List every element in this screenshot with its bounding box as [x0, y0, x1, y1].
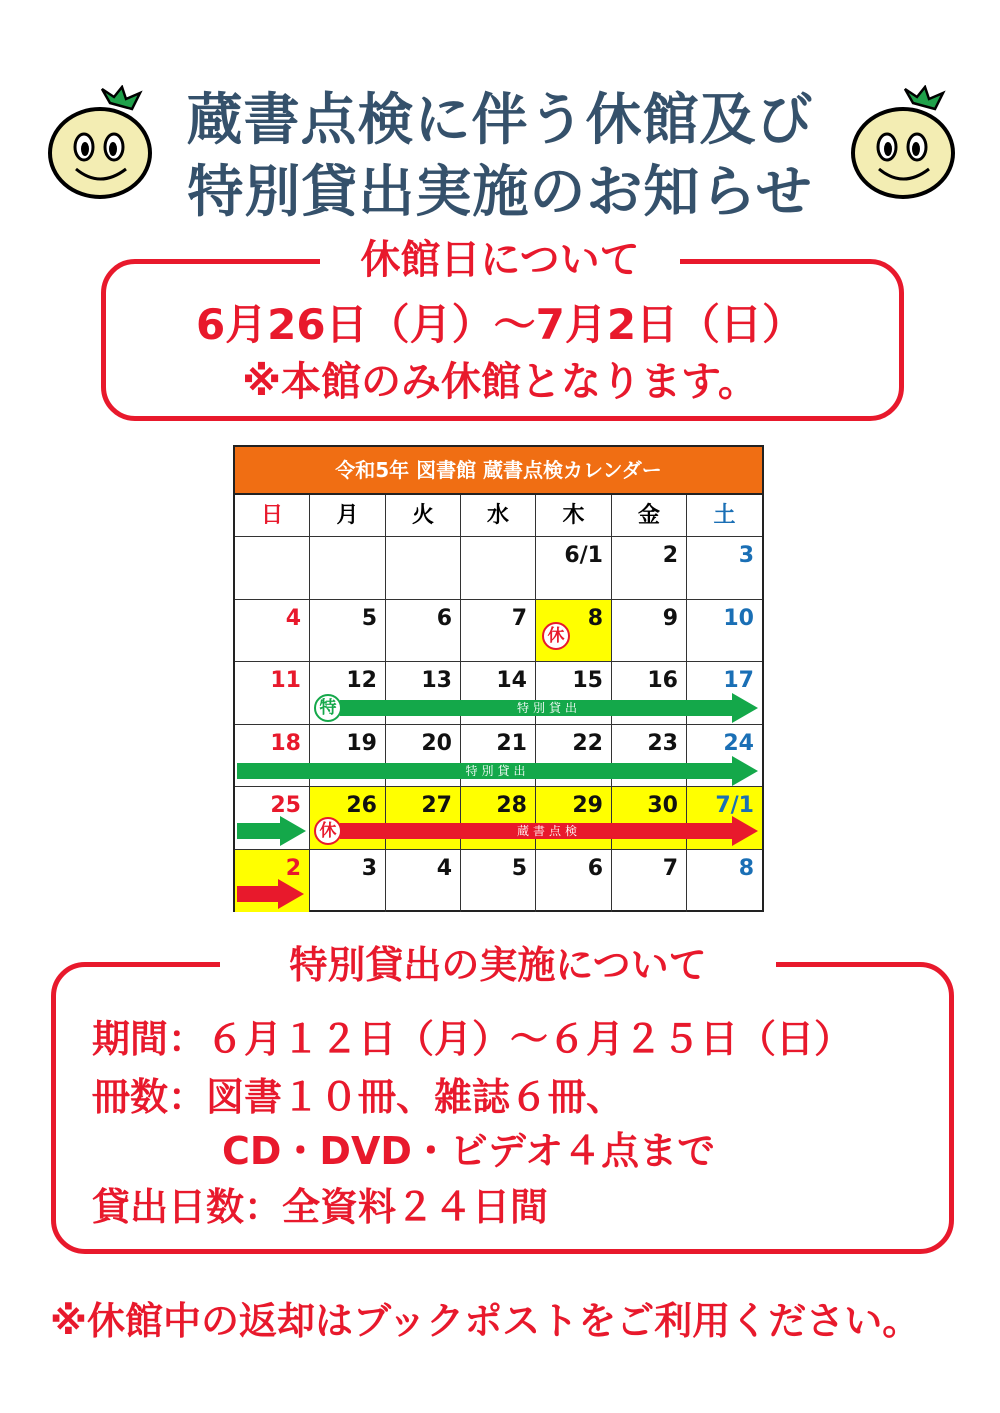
- day-number: 17: [723, 668, 754, 693]
- calendar-day-cell: [461, 537, 536, 600]
- day-number: 24: [723, 731, 754, 756]
- day-number: 29: [572, 793, 603, 818]
- weekday-header-cell: 水: [461, 495, 536, 537]
- day-number: 4: [285, 606, 301, 631]
- day-number: 27: [421, 793, 452, 818]
- day-number: 7: [511, 606, 527, 631]
- weekday-header-cell: 火: [386, 495, 461, 537]
- day-number: 15: [572, 668, 603, 693]
- day-number: 21: [496, 731, 527, 756]
- inspection-arrow: [237, 879, 304, 909]
- weekday-header-cell: 木: [536, 495, 612, 537]
- calendar-day-cell: [461, 850, 536, 912]
- special-period: 期間：６月１２日（月）～６月２５日（日）: [92, 1017, 853, 1061]
- day-number: 8: [738, 856, 754, 881]
- special-days: 貸出日数：全資料２４日間: [92, 1185, 549, 1229]
- day-number: 6/1: [564, 543, 603, 568]
- special-count-line1: 冊数：図書１０冊、雑誌６冊、: [92, 1075, 625, 1119]
- day-number: 10: [723, 606, 754, 631]
- day-number: 26: [346, 793, 377, 818]
- calendar-day-cell: [536, 537, 612, 600]
- day-number: 8: [587, 606, 603, 631]
- day-number: 22: [572, 731, 603, 756]
- day-number: 13: [421, 668, 452, 693]
- day-number: 11: [270, 668, 301, 693]
- closure-note: ※本館のみ休館となります。: [242, 359, 758, 405]
- inspection-calendar: [233, 445, 764, 912]
- day-number: 6: [587, 856, 603, 881]
- calendar-title: 令和5年 図書館 蔵書点検カレンダー: [235, 447, 762, 495]
- weekday-header-cell: 月: [310, 495, 386, 537]
- closed-badge: 休: [542, 622, 570, 650]
- day-number: 4: [436, 856, 452, 881]
- day-number: 5: [511, 856, 527, 881]
- day-number: 7: [662, 856, 678, 881]
- onion-mascot-icon: [843, 85, 963, 205]
- calendar-day-cell: [235, 662, 310, 725]
- day-number: 19: [346, 731, 377, 756]
- arrow-label: 特別貸出: [465, 764, 530, 778]
- day-number: 3: [738, 543, 754, 568]
- calendar-day-cell: [235, 600, 310, 662]
- closure-dates: 6月26日（月）～7月2日（日）: [195, 300, 805, 349]
- weekday-header-cell: 土: [687, 495, 762, 537]
- calendar-day-cell: [536, 850, 612, 912]
- day-number: 23: [647, 731, 678, 756]
- calendar-day-cell: [310, 850, 386, 912]
- day-number: 7/1: [715, 793, 754, 818]
- page-title-line1: 蔵書点検に伴う休館及び: [186, 88, 814, 153]
- calendar-day-cell: [310, 600, 386, 662]
- calendar-day-cell: [687, 537, 762, 600]
- special-count-line2: CD・DVD・ビデオ４点まで: [222, 1129, 716, 1173]
- closed-badge: 休: [314, 817, 342, 845]
- special-lending-arrow: [237, 816, 306, 846]
- onion-mascot-icon: [40, 85, 160, 205]
- special-lending-label: 特別貸出の実施について: [220, 940, 776, 990]
- calendar-day-cell: [612, 537, 687, 600]
- day-number: 2: [285, 856, 301, 881]
- day-number: 28: [496, 793, 527, 818]
- weekday-header-cell: 日: [235, 495, 310, 537]
- calendar-day-cell: [461, 600, 536, 662]
- special-badge: 特: [314, 694, 342, 722]
- day-number: 2: [662, 543, 678, 568]
- calendar-day-cell: [310, 537, 386, 600]
- calendar-day-cell: [386, 850, 461, 912]
- calendar-day-cell: [612, 600, 687, 662]
- day-number: 14: [496, 668, 527, 693]
- day-number: 25: [270, 793, 301, 818]
- day-number: 5: [361, 606, 377, 631]
- arrow-label: 蔵書点検: [516, 824, 581, 838]
- day-number: 12: [346, 668, 377, 693]
- day-number: 3: [361, 856, 377, 881]
- day-number: 6: [436, 606, 452, 631]
- footer-note: ※休館中の返却はブックポストをご利用ください。: [50, 1299, 921, 1343]
- day-number: 9: [662, 606, 678, 631]
- calendar-day-cell: [687, 850, 762, 912]
- day-number: 30: [647, 793, 678, 818]
- day-number: 18: [270, 731, 301, 756]
- calendar-day-cell: [687, 600, 762, 662]
- arrow-label: 特別貸出: [516, 701, 581, 715]
- calendar-day-cell: [235, 537, 310, 600]
- day-number: 20: [421, 731, 452, 756]
- day-number: 16: [647, 668, 678, 693]
- calendar-day-cell: [612, 850, 687, 912]
- page-title-line2: 特別貸出実施のお知らせ: [187, 160, 813, 225]
- closure-label: 休館日について: [320, 232, 680, 288]
- weekday-header-cell: 金: [612, 495, 687, 537]
- calendar-day-cell: [386, 537, 461, 600]
- calendar-day-cell: [386, 600, 461, 662]
